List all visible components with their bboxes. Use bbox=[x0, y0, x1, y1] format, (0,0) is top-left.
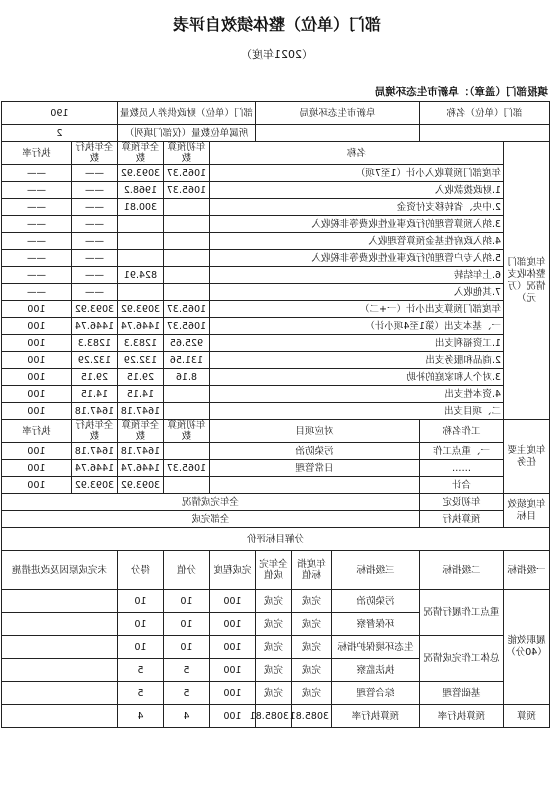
goals-side-label: 年度绩效目标 bbox=[504, 494, 550, 528]
ind-header-done: 全年完成值 bbox=[255, 551, 291, 590]
dept-name-label: 部门（单位）名称 bbox=[419, 102, 549, 125]
evaluation-table bbox=[1, 101, 550, 728]
budget-header-rate: 执行率 bbox=[1, 142, 71, 165]
page-title: 部门（单位）整体绩效自评表 bbox=[173, 15, 382, 34]
indicators-title: 分解目标评价 bbox=[1, 528, 549, 551]
budget-row: 5.纳入专户管理的行政事业性收费等非税收入 —— —— bbox=[1, 250, 549, 267]
task-row: 一、重点工作 污染防治 1647.18 1647.18 100 bbox=[1, 443, 549, 460]
indicator-row: 预算 预算执行率 预算执行率 3085.81 3085.81 100 4 4 bbox=[1, 705, 549, 728]
indicator-row: 执法监察 完成 完成 100 5 5 bbox=[1, 659, 549, 682]
task-row: …… 日常管理 1065.37 1446.74 1446.74 100 bbox=[1, 460, 549, 477]
budget-row: 4.资本性支出 14.15 14.15 100 bbox=[1, 386, 549, 403]
tasks-header-full: 全年预算数 bbox=[117, 420, 163, 443]
ind-header-score: 分值 bbox=[163, 551, 209, 590]
budget-row: 二、项目支出 1647.18 1647.18 100 bbox=[1, 403, 549, 420]
tasks-header-rate: 执行率 bbox=[1, 420, 71, 443]
ind-level1-b: 预算 bbox=[504, 705, 550, 728]
tasks-header-project: 对应项目 bbox=[209, 420, 419, 443]
indicator-row: 环保督察 完成 完成 100 10 10 bbox=[1, 613, 549, 636]
budget-header-initial: 年初预算数 bbox=[163, 142, 209, 165]
budget-row: 年度部门预算收入小计（1至7项） 1065.37 3093.92 —— —— bbox=[1, 165, 549, 182]
budget-row: 1.财政拨款收入 1065.37 1968.2 —— —— bbox=[1, 182, 549, 199]
goal-value: 全部完成 bbox=[1, 511, 419, 528]
indicator-row: 总体工作完成情况 生态环境保护指标 完成 完成 100 10 10 bbox=[1, 636, 549, 659]
budget-row: 7.其他收入 —— —— bbox=[1, 284, 549, 301]
budget-header-name: 名称 bbox=[209, 142, 503, 165]
units-value: 2 bbox=[1, 125, 117, 142]
staff-value: 190 bbox=[1, 102, 117, 125]
tasks-header-exec: 全年执行数 bbox=[71, 420, 117, 443]
budget-row: 2.中央、省转移支付资金 300.81 —— —— bbox=[1, 199, 549, 216]
department-label: 填报部门（盖章）：阜新市生态环境局 bbox=[374, 86, 548, 98]
units-label: 所属单位数量（仅部门填列） bbox=[117, 125, 255, 142]
budget-row: 年度部门预算支出小计（一+二） 1065.37 3093.92 3093.92 100 bbox=[1, 301, 549, 318]
ind-header-got: 得分 bbox=[117, 551, 163, 590]
goal-label: 预算执行 bbox=[419, 511, 503, 528]
goal-label: 年初设定 bbox=[419, 494, 503, 511]
tasks-side-label: 年度主要任务 bbox=[504, 420, 550, 494]
ind-level1-a: 履职效能（40分） bbox=[504, 590, 550, 705]
ind-header-l3: 三级指标 bbox=[331, 551, 419, 590]
budget-header-exec: 全年执行数 bbox=[71, 142, 117, 165]
ind-header-l1: 一级指标 bbox=[504, 551, 550, 590]
dept-name-value: 阜新市生态环境局 bbox=[255, 102, 419, 125]
ind-header-target: 年度指标值 bbox=[291, 551, 331, 590]
tasks-header-initial: 年初预算数 bbox=[163, 420, 209, 443]
staff-label: 部门（单位）财政供养人员数量 bbox=[117, 102, 255, 125]
ind-header-reason: 未完成原因及改进措施 bbox=[1, 551, 117, 590]
budget-row: 1.工资福利支出 925.65 1283.3 1283.3 100 bbox=[1, 335, 549, 352]
indicator-row: 履职效能（40分） 重点工作履行情况 污染防治 完成 完成 100 10 10 bbox=[1, 590, 549, 613]
goal-value: 全年完成情况 bbox=[1, 494, 419, 511]
task-row: 合计 3093.92 3093.92 100 bbox=[1, 477, 549, 494]
tasks-header-work: 工作名称 bbox=[419, 420, 503, 443]
budget-row: 3.纳入预算管理的行政事业性收费等非税收入 —— —— bbox=[1, 216, 549, 233]
budget-row: 2.商品和服务支出 131.56 132.29 132.29 100 bbox=[1, 352, 549, 369]
budget-row: 3.对个人和家庭的补助 8.16 29.15 29.15 100 bbox=[1, 369, 549, 386]
budget-row: 4.纳入政府性基金预算管理收入 —— —— bbox=[1, 233, 549, 250]
budget-row: 6.上年结转 824.91 —— —— bbox=[1, 267, 549, 284]
budget-row: 一、基本支出（第1至4项小计） 1065.37 1446.74 1446.74 100 bbox=[1, 318, 549, 335]
report-year: （2021年度） bbox=[241, 48, 313, 61]
ind-header-l2: 二级指标 bbox=[419, 551, 503, 590]
budget-side-label: 年度部门整体收支情况（万元） bbox=[504, 142, 550, 420]
indicator-row: 基础管理 综合管理 完成 完成 100 5 5 bbox=[1, 682, 549, 705]
budget-header-full: 全年预算数 bbox=[117, 142, 163, 165]
ind-header-degree: 完成程度 bbox=[209, 551, 255, 590]
